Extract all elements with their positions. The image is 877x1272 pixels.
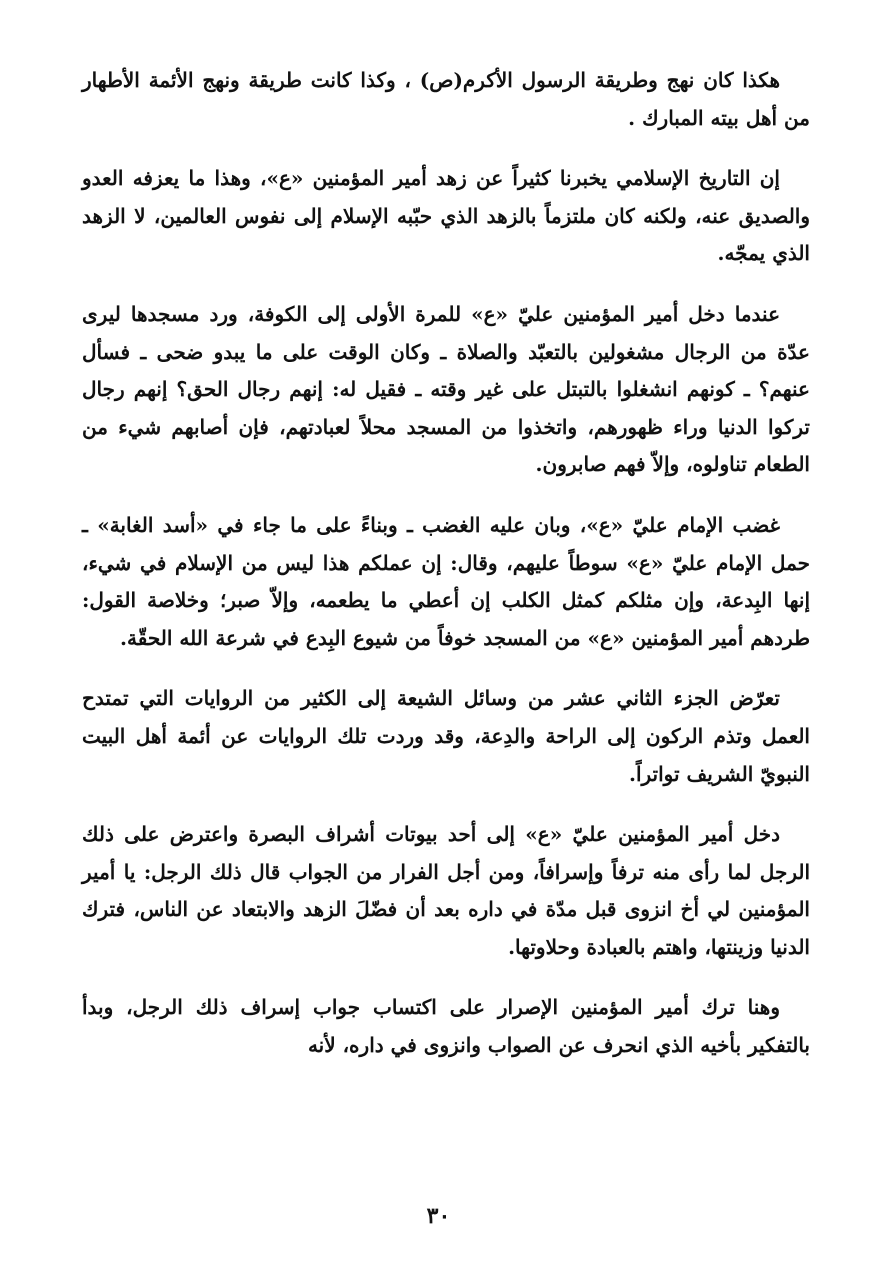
paragraph-2: إن التاريخ الإسلامي يخبرنا كثيراً عن زهد أمير المؤمنين «ع»، وهذا ما يعزفه العدو والصديق عنه، ولكنه كان ملتزماً بالزهد الذي حبّبه الإسلام إلى نفوس العالمين، لا الزهد الذي يمجّه. xyxy=(82,166,811,266)
paragraph-1: هكذا كان نهج وطريقة الرسول الأكرم(ص) ، وكذا كانت طريقة ونهج الأئمة الأطهار من أهل بيته المبارك . xyxy=(82,68,810,130)
page-body xyxy=(82,62,810,1088)
paragraph-6: دخل أمير المؤمنين عليّ «ع» إلى أحد بيوتات أشراف البصرة واعترض على ذلك الرجل لما رأى منه ترفاً وإسرافاً، ومن أجل الفرار من الجواب قال ذلك الرجل: يا أمير المؤمنين لي أخ انزوى قبل مدّة في داره بعد أن فضّلَ الزهد والابتعاد عن الناس، فترك الدنيا وزينتها، واهتم بالعبادة وحلاوتها. xyxy=(82,822,810,959)
paragraph-7: وهنا ترك أمير المؤمنين الإصرار على اكتساب جواب إسراف ذلك الرجل، وبدأ بالتفكير بأخيه الذي انحرف عن الصواب وانزوى في داره، لأنه xyxy=(82,995,810,1058)
page-number: ٣٠ xyxy=(426,1203,451,1229)
paragraph-5: تعرّض الجزء الثاني عشر من وسائل الشيعة إلى الكثير من الروايات التي تمتدح العمل وتذم الركون إلى الراحة والدِعة، وقد وردت تلك الروايات عن أئمة أهل البيت النبويّ الشريف تواتراً. xyxy=(82,686,810,786)
paragraph-3: عندما دخل أمير المؤمنين عليّ «ع» للمرة الأولى إلى الكوفة، ورد مسجدها ليرى عدّة من الرجال مشغولين بالتعبّد والصلاة ـ وكان الوقت على ما يبدو ضحى ـ فسأل عنهم؟ ـ كونهم انشغلوا بالتبتل على غير وقته ـ فقيل له: إنهم رجال الحق؟ إنهم رجال تركوا الدنيا وراء ظهورهم، واتخذوا من المسجد محلاً لعبادتهم، فإن أصابهم شيء من الطعام تناولوه، وإلاّ فهم صابرون. xyxy=(82,301,810,477)
paragraph-4: غضب الإمام عليّ «ع»، وبان عليه الغضب ـ وبناءً على ما جاء في «أسد الغابة» ـ حمل الإمام عليّ «ع» سوطاً عليهم، وقال: إن عملكم هذا ليس من الإسلام في شيء، إنها البِدعة، وإن مثلكم كمثل الكلب إن أعطي ما يطعمه، وإلاّ صبر؛ وخلاصة القول: طردهم أمير المؤمنين «ع» من المسجد خوفاً من شيوع البِدع في شرعة الله الحقّة. xyxy=(82,512,810,650)
